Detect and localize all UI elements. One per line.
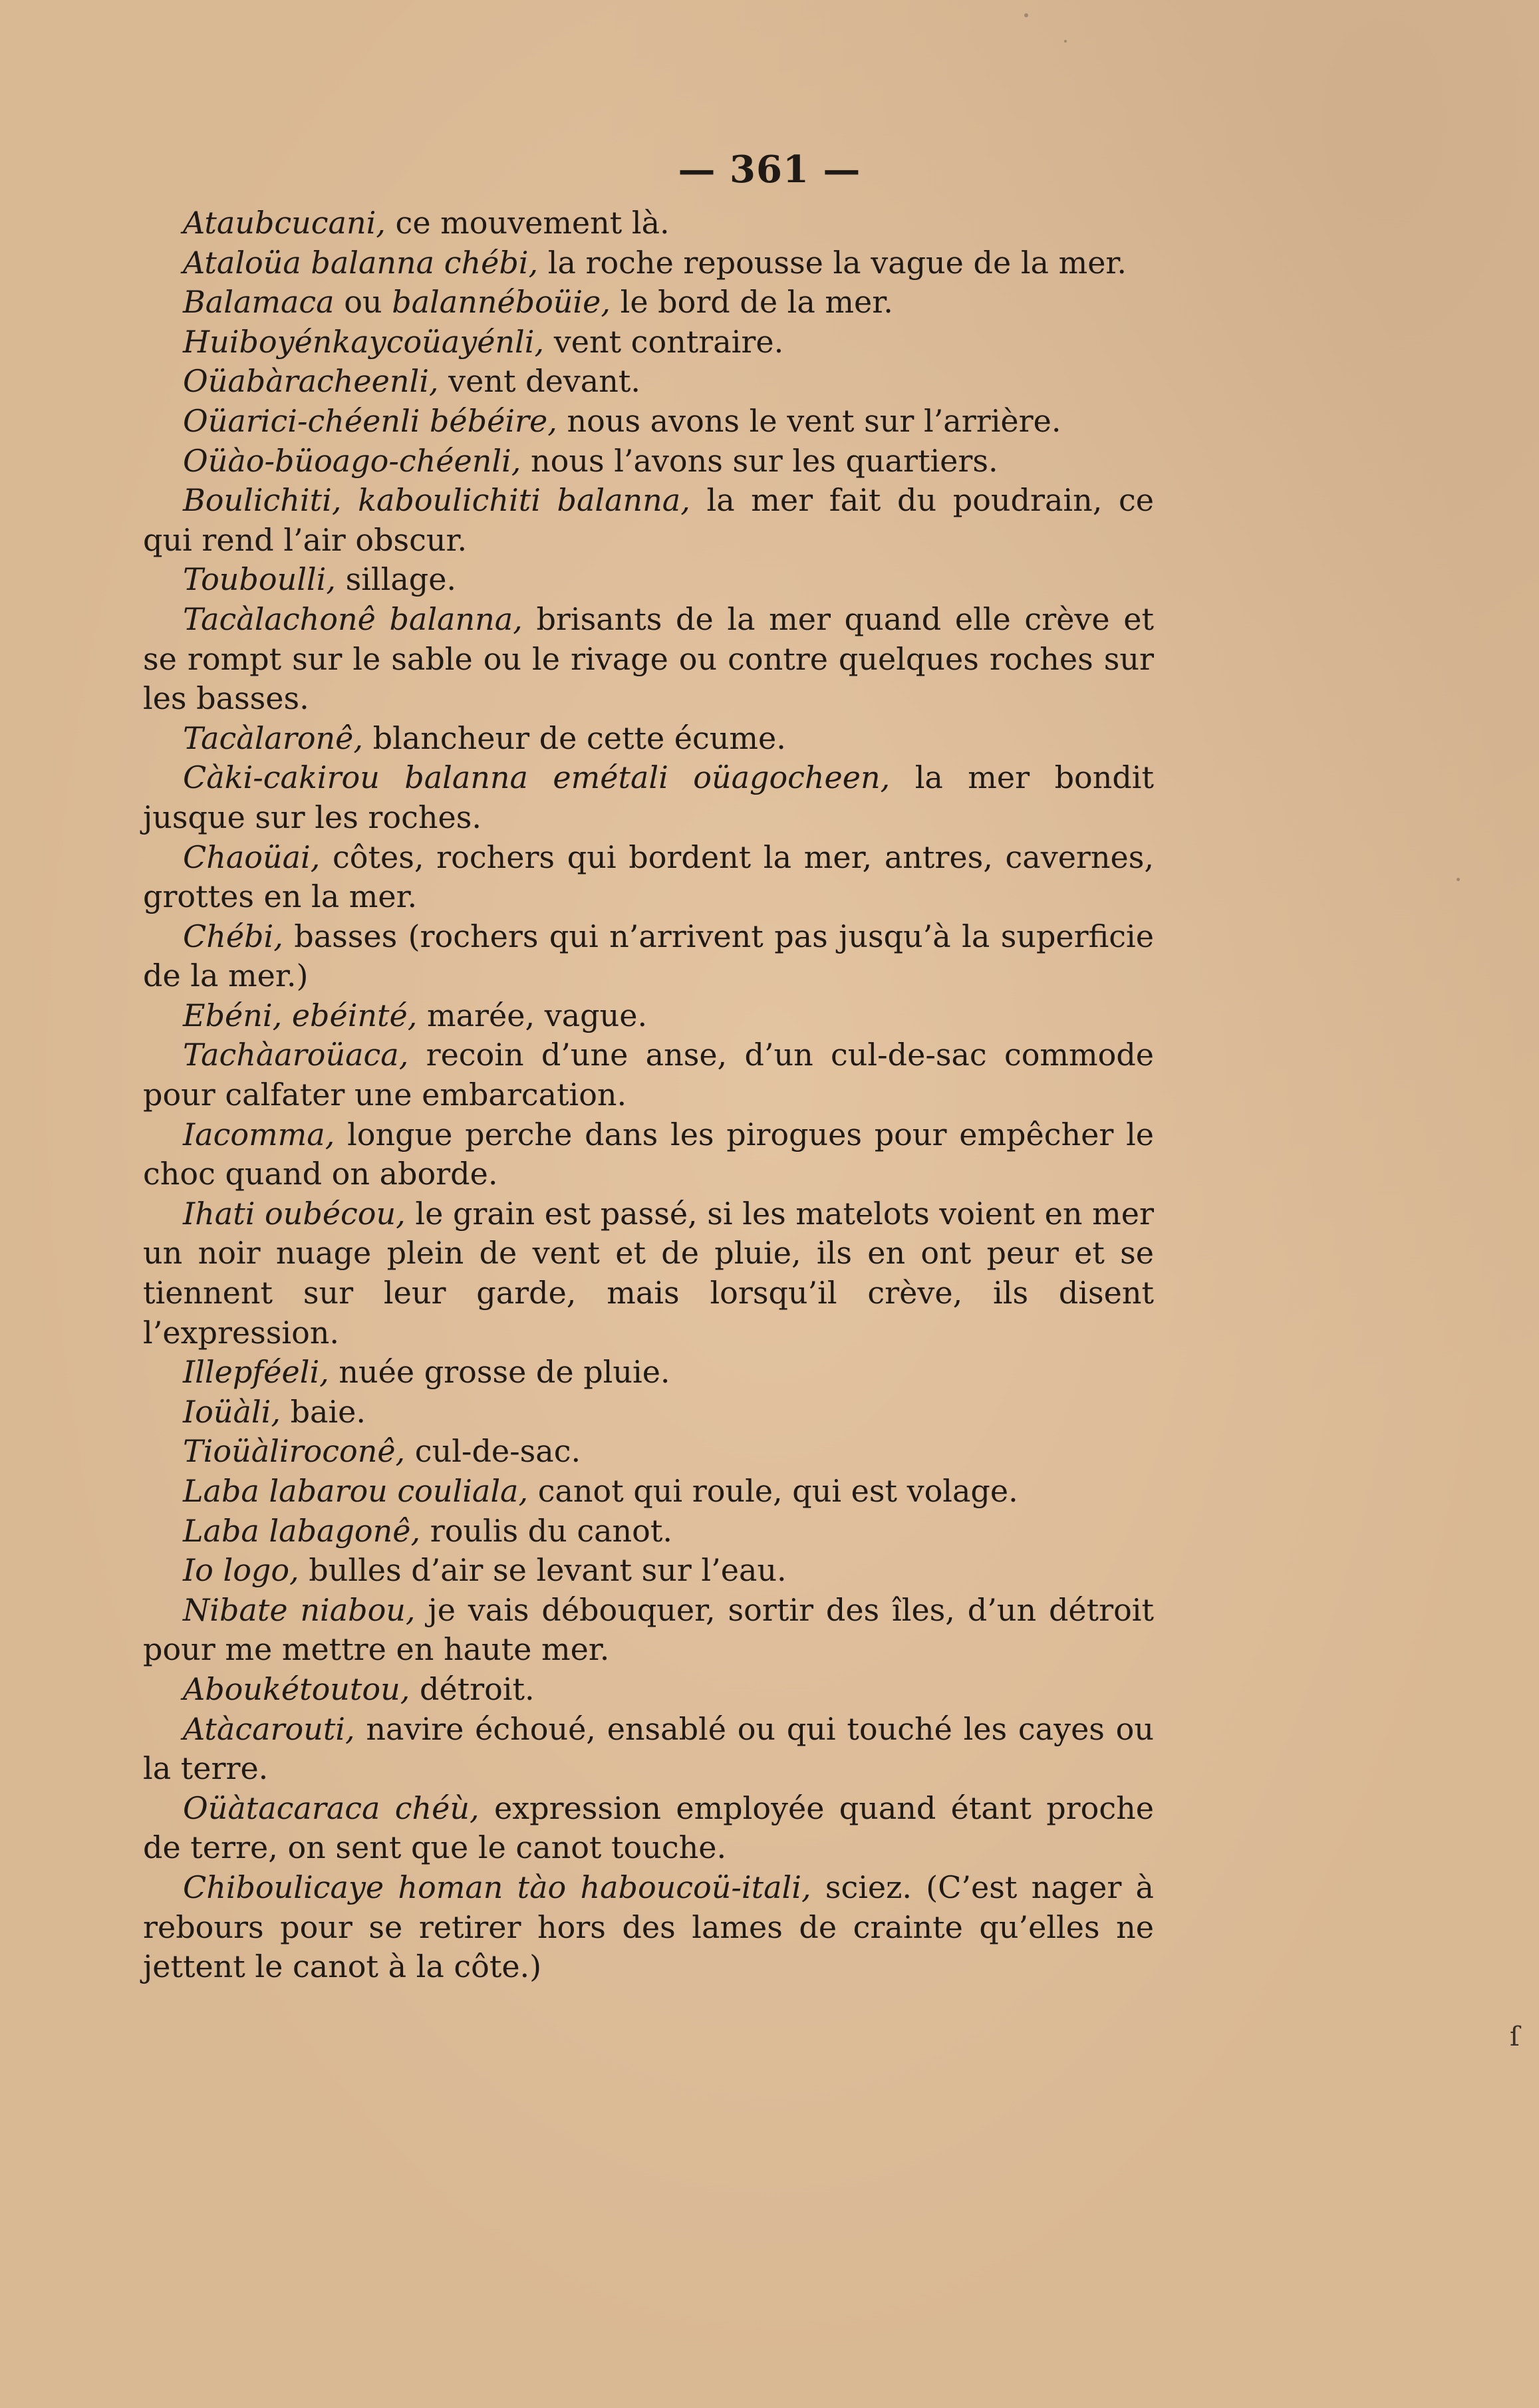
- glossary-entry: [143, 442, 1154, 481]
- entry-term: Càki-cakirou balanna emétali oüagocheen,: [183, 759, 891, 796]
- entry-term: Aboukétoutou,: [183, 1671, 410, 1707]
- entry-term: Atàcarouti,: [183, 1710, 355, 1747]
- glossary-entry: [143, 1591, 1154, 1670]
- glossary-entry: [143, 1789, 1154, 1868]
- entry-definition: sciez. (C’est nager à rebours pour se retirer hors des lames de crainte qu’elles ne jettent le canot à la côte.): [143, 1869, 1154, 1985]
- paper-speck: [1064, 40, 1067, 43]
- entry-term: Laba labagonê,: [183, 1512, 421, 1549]
- entry-definition: longue perche dans les pirogues pour empêcher le choc quand on aborde.: [143, 1116, 1154, 1192]
- entry-definition: sillage.: [335, 561, 457, 598]
- glossary-entry: [143, 996, 1154, 1036]
- glossary-entry: [143, 1670, 1154, 1710]
- entry-definition: le bord de la mer.: [611, 284, 893, 321]
- glossary-entry: [143, 560, 1154, 600]
- glossary-entry: [143, 243, 1154, 283]
- glossary-entry: [143, 1353, 1154, 1393]
- glossary-entry: [143, 283, 1154, 323]
- entry-definition: je vais débouquer, sortir des îles, d’un détroit pour me mettre en haute mer.: [143, 1591, 1154, 1668]
- entry-term: Tacàlaronê,: [183, 720, 364, 756]
- glossary-entry: [143, 917, 1154, 996]
- entry-term: Ataloüa balanna chébi,: [183, 244, 539, 281]
- glossary-entry: [143, 481, 1154, 560]
- entry-term: Oüabàracheenli,: [183, 363, 439, 400]
- entry-definition: ou: [334, 284, 392, 321]
- entry-term: Oüarici-chéenli bébéire,: [183, 402, 557, 439]
- entry-term: Io logo,: [183, 1552, 299, 1589]
- entry-definition: côtes, rochers qui bordent la mer, antres, cavernes, grottes en la mer.: [143, 839, 1154, 915]
- glossary-entry: [143, 323, 1154, 362]
- entry-definition: navire échoué, ensablé ou qui touché les cayes ou la terre.: [143, 1710, 1154, 1787]
- entry-definition: blancheur de cette écume.: [363, 720, 786, 756]
- glossary-entry: [143, 1512, 1154, 1551]
- glossary-entry: [143, 1035, 1154, 1115]
- entry-term: Iacomma,: [183, 1116, 335, 1152]
- glossary-entry: [143, 1115, 1154, 1194]
- entry-term: Tachàaroüaca,: [183, 1037, 409, 1073]
- entry-definition: basses (rochers qui n’arrivent pas jusqu’à la superficie de la mer.): [143, 918, 1154, 994]
- glossary-entry: [143, 1868, 1154, 1987]
- entry-term: Ataubcucani,: [183, 205, 386, 241]
- entry-term: Chébi,: [183, 918, 283, 954]
- entry-definition: vent devant.: [438, 363, 640, 400]
- entry-definition: canot qui roule, qui est volage.: [528, 1473, 1018, 1509]
- paper-speck: [1024, 13, 1028, 17]
- entry-term: Tioüàliroconê,: [183, 1433, 406, 1470]
- entry-definition: expression employée quand étant proche de terre, on sent que le canot touche.: [143, 1790, 1154, 1866]
- entry-term: Laba labarou couliala,: [183, 1473, 529, 1509]
- entry-term: Touboulli,: [183, 561, 336, 598]
- entry-definition: recoin d’une anse, d’un cul-de-sac commode pour calfater une embarcation.: [143, 1037, 1154, 1113]
- entry-definition: la roche repousse la vague de la mer.: [538, 244, 1127, 281]
- glossary-entry: [143, 362, 1154, 402]
- entry-term: Huiboyénkaycoüayénli,: [183, 323, 545, 360]
- entry-term: Oüào-büoago-chéenli,: [183, 442, 521, 479]
- entry-definition: la mer fait du poudrain, ce qui rend l’air obscur.: [143, 482, 1154, 558]
- entry-term: balannéboüie,: [392, 284, 611, 321]
- entry-definition: baie.: [280, 1393, 366, 1430]
- entry-definition: détroit.: [410, 1671, 535, 1707]
- glossary-entry: [143, 758, 1154, 837]
- glossary-entry: [143, 1432, 1154, 1472]
- entry-definition: le grain est passé, si les matelots voient en mer un noir nuage plein de vent et de pluie, ils en ont peur et se tiennent sur leur garde, mais lorsqu’il crève, ils disent l’expression.: [143, 1195, 1154, 1351]
- entry-term: Oüàtacaraca chéù,: [183, 1790, 480, 1826]
- entry-definition: marée, vague.: [417, 997, 648, 1033]
- glossary-entry: [143, 600, 1154, 719]
- glossary-entry: [143, 1393, 1154, 1432]
- entry-definition: cul-de-sac.: [405, 1433, 581, 1470]
- paper-speck: [1457, 878, 1460, 881]
- entry-term: Chaoüai,: [183, 839, 321, 875]
- entry-definition: ce mouvement là.: [385, 205, 670, 241]
- entry-definition: vent contraire.: [544, 323, 784, 360]
- page-number: — 361 —: [678, 148, 861, 192]
- entry-term: Ebéni, ebéinté,: [183, 997, 418, 1033]
- glossary-entry: [143, 838, 1154, 917]
- entry-definition: roulis du canot.: [420, 1512, 672, 1549]
- entry-term: Chiboulicaye homan tào haboucoü-itali,: [183, 1869, 811, 1905]
- entry-definition: bulles d’air se levant sur l’eau.: [299, 1552, 787, 1589]
- entry-term: Balamaca: [183, 284, 335, 321]
- entry-term: Illepféeli,: [183, 1354, 329, 1391]
- glossary-entry: [143, 1472, 1154, 1512]
- entry-term: Tacàlachonê balanna,: [183, 601, 523, 637]
- entry-definition: la mer bondit jusque sur les roches.: [143, 759, 1154, 835]
- entry-definition: brisants de la mer quand elle crève et se rompt sur le sable ou le rivage ou contre quelques roches sur les basses.: [143, 601, 1154, 717]
- entry-term: Ihati oubécou,: [183, 1195, 406, 1232]
- entry-definition: nuée grosse de pluie.: [329, 1354, 670, 1391]
- glossary-entry: [143, 1551, 1154, 1591]
- entry-term: Ioüàli,: [183, 1393, 281, 1430]
- entry-term: Boulichiti, kaboulichiti balanna,: [183, 482, 690, 519]
- entry-term: Nibate niabou,: [183, 1591, 416, 1628]
- entry-definition: nous avons le vent sur l’arrière.: [557, 402, 1061, 439]
- glossary-entry: [143, 1194, 1154, 1353]
- glossary-entry: [143, 1710, 1154, 1789]
- glossary-entry: [143, 203, 1154, 243]
- glossary-text: [143, 203, 1154, 1987]
- entry-definition: nous l’avons sur les quartiers.: [521, 442, 998, 479]
- margin-mark: ſ: [1510, 2022, 1520, 2052]
- glossary-entry: [143, 719, 1154, 759]
- glossary-entry: [143, 402, 1154, 442]
